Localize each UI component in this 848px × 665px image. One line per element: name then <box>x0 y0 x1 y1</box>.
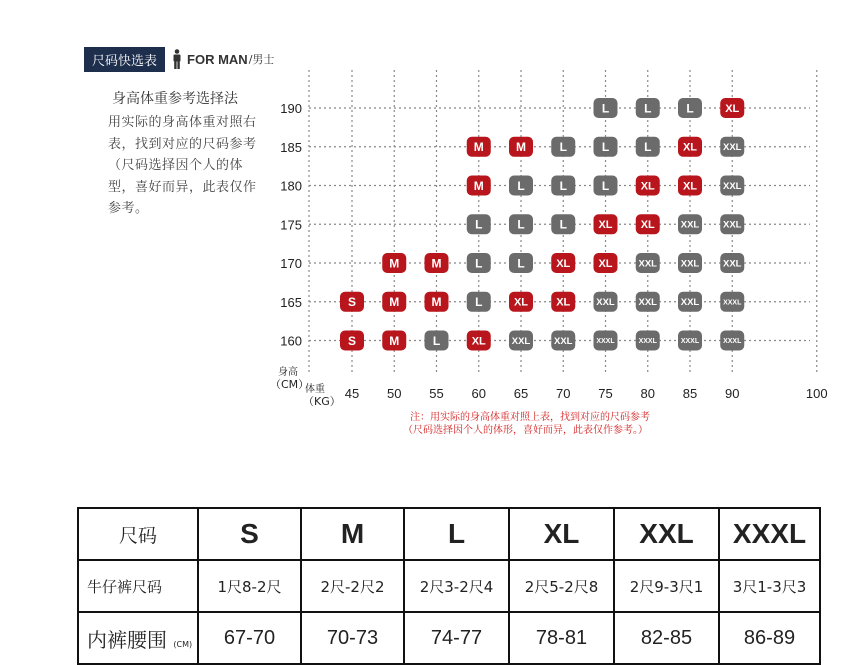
header-cell: XL <box>509 508 614 560</box>
table-cell: 1尺8-2尺 <box>198 560 301 612</box>
table-cell: 2尺5-2尺8 <box>509 560 614 612</box>
size-marker-l <box>467 214 491 234</box>
size-marker-l <box>636 137 660 157</box>
size-marker-l <box>678 98 702 118</box>
header-cell: M <box>301 508 404 560</box>
size-marker-l <box>509 176 533 196</box>
header-cell: S <box>198 508 301 560</box>
size-marker-xl <box>720 98 744 118</box>
size-marker-xl <box>551 253 575 273</box>
svg-text:XL: XL <box>640 180 655 193</box>
svg-text:XL: XL <box>556 257 571 270</box>
table-cell: 2尺9-3尺1 <box>614 560 719 612</box>
x-tick-label: 50 <box>387 386 402 401</box>
svg-text:M: M <box>431 256 442 271</box>
svg-text:XXXL: XXXL <box>723 299 742 307</box>
svg-text:L: L <box>432 333 441 348</box>
x-tick-label: 60 <box>471 386 486 401</box>
size-marker-l <box>594 176 618 196</box>
y-tick-label: 180 <box>280 178 302 194</box>
svg-text:XXXL: XXXL <box>680 338 700 346</box>
x-tick-label: 45 <box>344 386 360 401</box>
sidebar-title: 身高体重参考选择法 <box>112 91 238 107</box>
svg-text:XL: XL <box>598 219 613 232</box>
size-marker-xl <box>678 176 702 196</box>
sidebar-text: 用实际的身高体重对照右表，找到对应的尺码参考（尺码选择因个人的体型，喜好而异，此表仅作参考。 <box>108 115 257 216</box>
svg-text:XXL: XXL <box>723 142 742 154</box>
size-marker-xl <box>594 214 618 234</box>
svg-text:L: L <box>601 178 610 193</box>
svg-text:XL: XL <box>598 257 613 270</box>
chart-note-line2: （尺码选择因个人的体形，喜好而异，此表仅作参考。） <box>403 425 648 436</box>
svg-text:XXL: XXL <box>680 297 700 309</box>
header-cell: XXL <box>614 508 719 560</box>
chart-note-line1: 注：用实际的身高体重对照上表，找到对应的尺码参考 <box>410 412 650 423</box>
size-marker-xxl <box>720 214 744 234</box>
svg-text:XXL: XXL <box>511 335 531 347</box>
svg-text:XL: XL <box>556 296 571 309</box>
size-marker-m <box>382 253 406 273</box>
x-tick-label: 75 <box>598 386 613 401</box>
svg-text:L: L <box>517 178 525 193</box>
size-marker-xxl <box>636 253 660 273</box>
svg-text:M: M <box>389 333 400 348</box>
table-cell: 2尺3-2尺4 <box>404 560 509 612</box>
y-tick-label: 175 <box>280 217 302 233</box>
svg-text:M: M <box>473 178 484 193</box>
svg-text:L: L <box>475 217 483 232</box>
row-label <box>78 612 198 664</box>
size-marker-l <box>467 253 491 273</box>
size-marker-xxl <box>678 214 702 234</box>
y-tick-label: 160 <box>280 333 302 349</box>
size-marker-xxxl <box>678 331 702 351</box>
size-marker-l <box>551 176 575 196</box>
size-marker-xxl <box>678 292 702 312</box>
size-marker-m <box>467 137 491 157</box>
size-marker-l <box>594 98 618 118</box>
size-marker-xl <box>509 292 533 312</box>
row-label-text: 内裤腰围 <box>87 627 167 652</box>
svg-text:L: L <box>644 101 652 116</box>
size-marker-m <box>425 292 449 312</box>
table-row <box>78 508 820 560</box>
size-marker-xxxl <box>594 331 618 351</box>
svg-text:XL: XL <box>640 219 655 232</box>
size-marker-xxl <box>509 331 533 351</box>
row-label-unit: (CM) <box>173 639 193 649</box>
table-cell: 67-70 <box>198 612 301 664</box>
x-tick-label: 100 <box>805 386 828 401</box>
size-marker-l <box>551 137 575 157</box>
size-marker-s <box>340 292 364 312</box>
header-brand: FOR MAN <box>187 51 248 67</box>
svg-text:S: S <box>347 295 357 310</box>
y-axis-unit: （CM） <box>270 378 310 391</box>
table-cell: 82-85 <box>614 612 719 664</box>
svg-text:XXL: XXL <box>723 219 742 231</box>
size-marker-xxxl <box>720 292 744 312</box>
svg-text:XXL: XXL <box>638 297 657 309</box>
size-marker-xl <box>678 137 702 157</box>
svg-text:L: L <box>559 217 567 232</box>
x-tick-labels <box>345 386 828 401</box>
size-marker-m <box>382 331 406 351</box>
y-tick-label: 165 <box>280 294 302 310</box>
svg-text:XL: XL <box>513 296 529 309</box>
svg-text:S: S <box>347 333 357 348</box>
svg-text:XXL: XXL <box>638 258 657 270</box>
table-row <box>78 612 820 664</box>
size-marker-l <box>425 331 449 351</box>
table-cell: 3尺1-3尺3 <box>719 560 820 612</box>
size-marker-l <box>551 214 575 234</box>
svg-text:XXXL: XXXL <box>638 338 657 346</box>
svg-text:L: L <box>601 140 610 155</box>
svg-text:XXL: XXL <box>596 297 615 309</box>
svg-text:XL: XL <box>725 102 740 115</box>
header-badge: 尺码快选表 <box>84 47 165 72</box>
svg-text:XXL: XXL <box>680 219 700 231</box>
size-marker-m <box>467 176 491 196</box>
table-row <box>78 560 820 612</box>
x-tick-label: 80 <box>640 386 655 401</box>
size-marker-l <box>509 214 533 234</box>
svg-text:L: L <box>559 140 567 155</box>
size-marker-xxl <box>720 137 744 157</box>
header-cell: L <box>404 508 509 560</box>
svg-text:L: L <box>559 178 567 193</box>
svg-text:XL: XL <box>682 141 698 154</box>
header-cell: 尺码 <box>78 508 198 560</box>
table-cell: 78-81 <box>509 612 614 664</box>
svg-text:L: L <box>644 140 652 155</box>
size-marker-xl <box>467 331 491 351</box>
size-marker-m <box>425 253 449 273</box>
size-marker-xxl <box>678 253 702 273</box>
size-marker-xl <box>636 176 660 196</box>
svg-text:XXL: XXL <box>680 258 700 270</box>
header-cell: XXXL <box>719 508 820 560</box>
svg-text:XXL: XXL <box>554 335 573 347</box>
svg-text:XXL: XXL <box>723 258 742 270</box>
size-marker-xxl <box>594 292 618 312</box>
x-tick-label: 85 <box>682 386 698 401</box>
svg-text:M: M <box>431 295 442 310</box>
size-marker-xxxl <box>636 331 660 351</box>
header-gender: /男士 <box>248 53 275 66</box>
svg-text:M: M <box>389 295 400 310</box>
table-cell: 86-89 <box>719 612 820 664</box>
y-tick-label: 170 <box>280 256 302 271</box>
size-marker-xl <box>551 292 575 312</box>
size-marker-s <box>340 331 364 351</box>
x-tick-label: 65 <box>513 386 529 401</box>
table-cell: 74-77 <box>404 612 509 664</box>
row-label: 牛仔裤尺码 <box>78 560 198 612</box>
table-cell: 2尺-2尺2 <box>301 560 404 612</box>
x-tick-label: 70 <box>556 386 571 401</box>
svg-text:L: L <box>475 295 483 310</box>
size-marker-xxl <box>551 331 575 351</box>
svg-text:L: L <box>686 101 694 116</box>
y-tick-labels <box>280 101 302 349</box>
svg-text:XL: XL <box>471 335 486 348</box>
svg-text:XXL: XXL <box>723 180 742 192</box>
x-tick-label: 90 <box>725 386 740 401</box>
size-marker-xxl <box>720 253 744 273</box>
svg-text:XXXL: XXXL <box>596 338 615 346</box>
size-marker-l <box>636 98 660 118</box>
size-marker-xxl <box>720 176 744 196</box>
x-tick-label: 55 <box>429 386 444 401</box>
size-marker-l <box>594 137 618 157</box>
size-marker-xl <box>636 214 660 234</box>
svg-text:M: M <box>473 140 484 155</box>
svg-text:XL: XL <box>682 180 698 193</box>
table-cell: 70-73 <box>301 612 404 664</box>
size-marker-xxxl <box>720 331 744 351</box>
size-table <box>77 507 821 665</box>
svg-text:M: M <box>516 140 526 155</box>
x-axis-label: 体重 <box>305 384 325 395</box>
svg-text:M: M <box>389 256 400 271</box>
size-marker-xl <box>594 253 618 273</box>
size-marker-l <box>509 253 533 273</box>
svg-text:L: L <box>517 256 525 271</box>
size-marker-m <box>509 137 533 157</box>
y-axis-label: 身高 <box>278 367 298 378</box>
svg-text:L: L <box>475 256 483 271</box>
size-marker-m <box>382 292 406 312</box>
y-tick-label: 185 <box>280 139 302 155</box>
x-axis-unit: （KG） <box>303 395 341 408</box>
svg-text:L: L <box>517 217 525 232</box>
svg-text:XXXL: XXXL <box>723 338 742 346</box>
size-marker-xxl <box>636 292 660 312</box>
y-tick-label: 190 <box>280 101 302 116</box>
size-marker-l <box>467 292 491 312</box>
svg-text:L: L <box>601 101 610 116</box>
